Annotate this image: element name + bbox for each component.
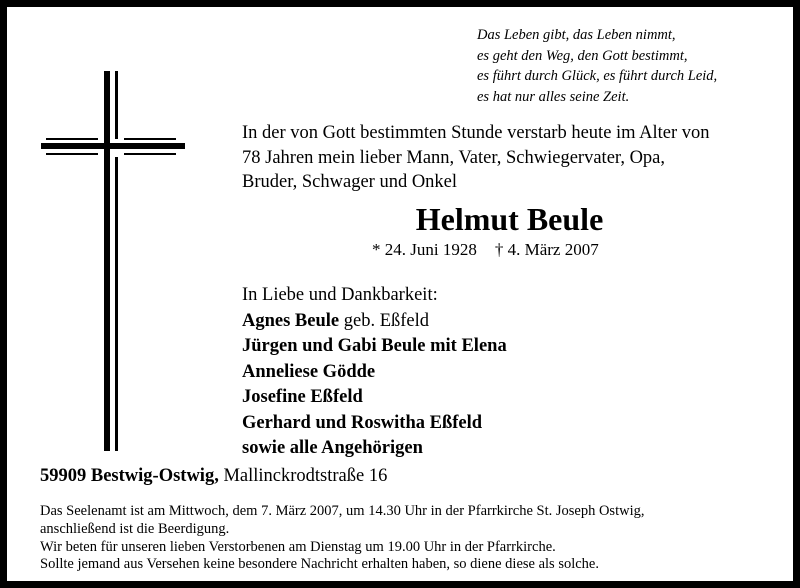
birth-date: * 24. Juni 1928 (372, 240, 477, 259)
latin-cross-icon (37, 69, 189, 453)
announcement-line: Bruder, Schwager und Onkel (242, 172, 458, 192)
death-date: † 4. März 2007 (494, 240, 599, 259)
mourner: Anneliese Gödde (242, 361, 376, 382)
service-notice (40, 503, 785, 574)
notice-line: Sollte jemand aus Versehen keine besondere Nachricht erhalten haben, so diene diese als solche. (40, 556, 599, 573)
poem-line: Das Leben gibt, das Leben nimmt, (477, 27, 676, 43)
cross-bar-line-lower (124, 153, 176, 155)
address-place: 59909 Bestwig-Ostwig, (40, 466, 219, 486)
mourner: sowie alle Angehörigen (242, 438, 423, 458)
poem-line: es hat nur alles seine Zeit. (477, 88, 630, 105)
mourner: Gerhard und Roswitha Eßfeld (242, 412, 483, 433)
cross-bar-line-lower (46, 153, 98, 155)
cross-upright-right-bottom (115, 157, 118, 451)
cross-bar-line-upper (124, 138, 176, 140)
mourners-heading: In Liebe und Dankbarkeit: (242, 285, 438, 305)
poem-line: es führt durch Glück, es führt durch Leid, (477, 68, 718, 84)
announcement-text (242, 121, 787, 195)
mourner (242, 309, 787, 335)
announcement-line: In der von Gott bestimmten Stunde verstarb heute im Alter von (242, 123, 710, 143)
deceased-name: Helmut Beule (415, 201, 604, 237)
address (40, 464, 780, 488)
cross-upright-left (104, 71, 110, 451)
notice-line: anschließend ist die Beerdigung. (40, 520, 230, 537)
mourner-name: Agnes Beule (242, 310, 340, 331)
life-dates (372, 239, 672, 261)
notice-line: Wir beten für unseren lieben Verstorbenen am Dienstag um 19.00 Uhr in der Pfarrkirche. (40, 538, 556, 555)
poem-line: es geht den Weg, den Gott bestimmt, (477, 47, 688, 64)
mourner: Josefine Eßfeld (242, 387, 363, 407)
mourner-maiden-name: geb. Eßfeld (339, 310, 430, 331)
mourner: Jürgen und Gabi Beule mit Elena (242, 336, 507, 356)
address-street: Mallinckrodtstraße 16 (218, 466, 388, 486)
notice-line: Das Seelenamt ist am Mittwoch, dem 7. März 2007, um 14.30 Uhr in der Pfarrkirche St. Joseph Ostwig, (40, 503, 645, 519)
announcement-line: 78 Jahren mein lieber Mann, Vater, Schwiegervater, Opa, (242, 147, 666, 168)
cross-bar-line-upper (46, 138, 98, 140)
poem (477, 25, 797, 107)
cross-bar (41, 143, 185, 149)
mourners-list (242, 283, 787, 462)
cross-upright-right-top (115, 71, 118, 139)
